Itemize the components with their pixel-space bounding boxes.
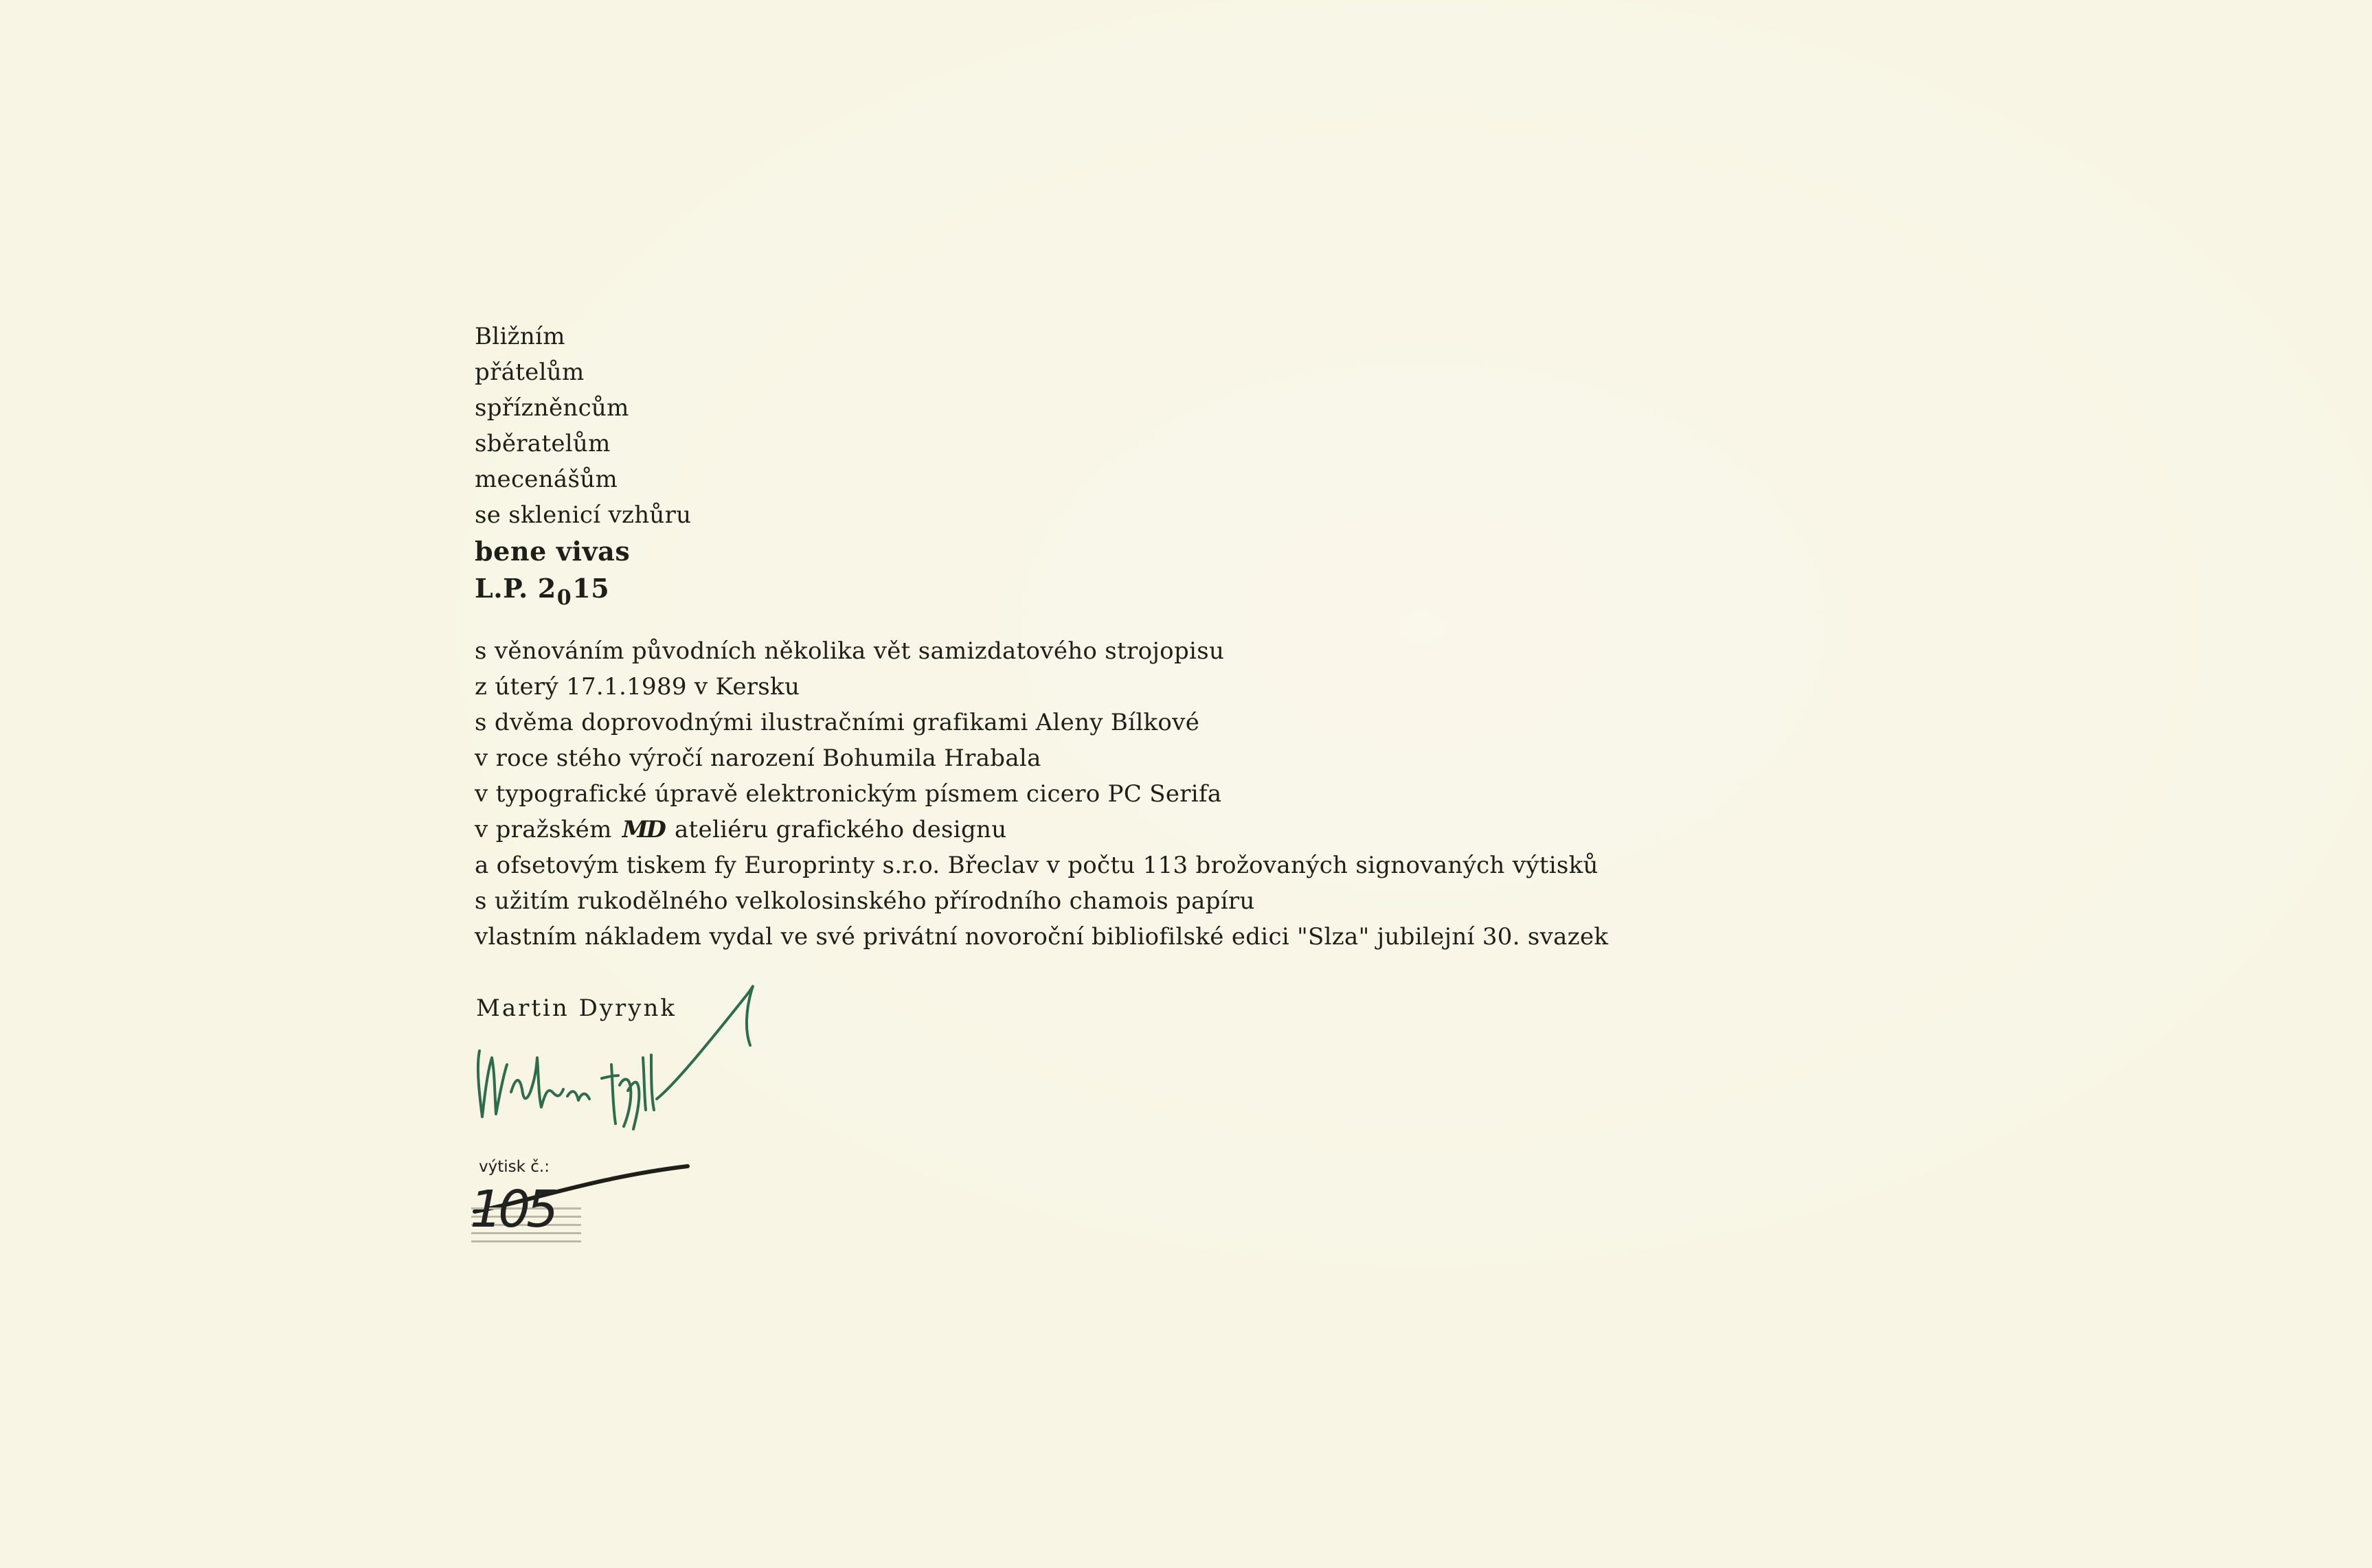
year-o: 0 — [556, 586, 572, 610]
year-prefix: L.P. 2 — [475, 573, 556, 604]
colophon-line: s užitím rukodělného velkolosinského přírodního chamois papíru — [475, 887, 1255, 915]
copy-number-label: výtisk č.: — [479, 1158, 550, 1176]
colophon-line: s věnováním původních několika vět samizdatového strojopisu — [475, 637, 1225, 665]
dedication-line: Bližním — [475, 323, 565, 350]
dedication-line: mecenášům — [475, 466, 618, 493]
studio-logo: MD — [622, 816, 664, 843]
colophon-line: v roce stého výročí narození Bohumila Hrabala — [475, 745, 1041, 772]
colophon-line: v typografické úpravě elektronickým písmem cicero PC Serifa — [475, 780, 1222, 808]
colophon-line: s dvěma doprovodnými ilustračními grafikami Aleny Bílkové — [475, 709, 1200, 736]
studio-suffix: ateliéru grafického designu — [674, 816, 1007, 843]
author-name: Martin Dyrynk — [476, 995, 677, 1022]
studio-prefix: v pražském — [475, 816, 612, 843]
year-line — [475, 570, 1608, 610]
colophon-line: vlastním nákladem vydal ve své privátní novoroční bibliofilské edici "Slza" jubilejní 30. svazek — [475, 923, 1609, 951]
dedication-line: spřízněncům — [475, 394, 629, 422]
colophon-line: a ofsetovým tiskem fy Europrinty s.r.o. Břeclav v počtu 113 brožovaných signovaných výtisků — [475, 852, 1599, 879]
copy-number: 105 — [470, 1180, 555, 1239]
dedication-line: se sklenicí vzhůru — [475, 501, 692, 529]
greeting: bene vivas — [475, 536, 631, 567]
colophon-line: z úterý 17.1.1989 v Kersku — [475, 673, 800, 701]
text-block — [475, 319, 1608, 955]
dedication-line: přátelům — [475, 359, 585, 386]
dedication-line: sběratelům — [475, 430, 611, 457]
colophon-studio-line — [475, 812, 1608, 848]
year-suffix: 15 — [572, 573, 610, 604]
handwritten-signature — [471, 955, 801, 1133]
